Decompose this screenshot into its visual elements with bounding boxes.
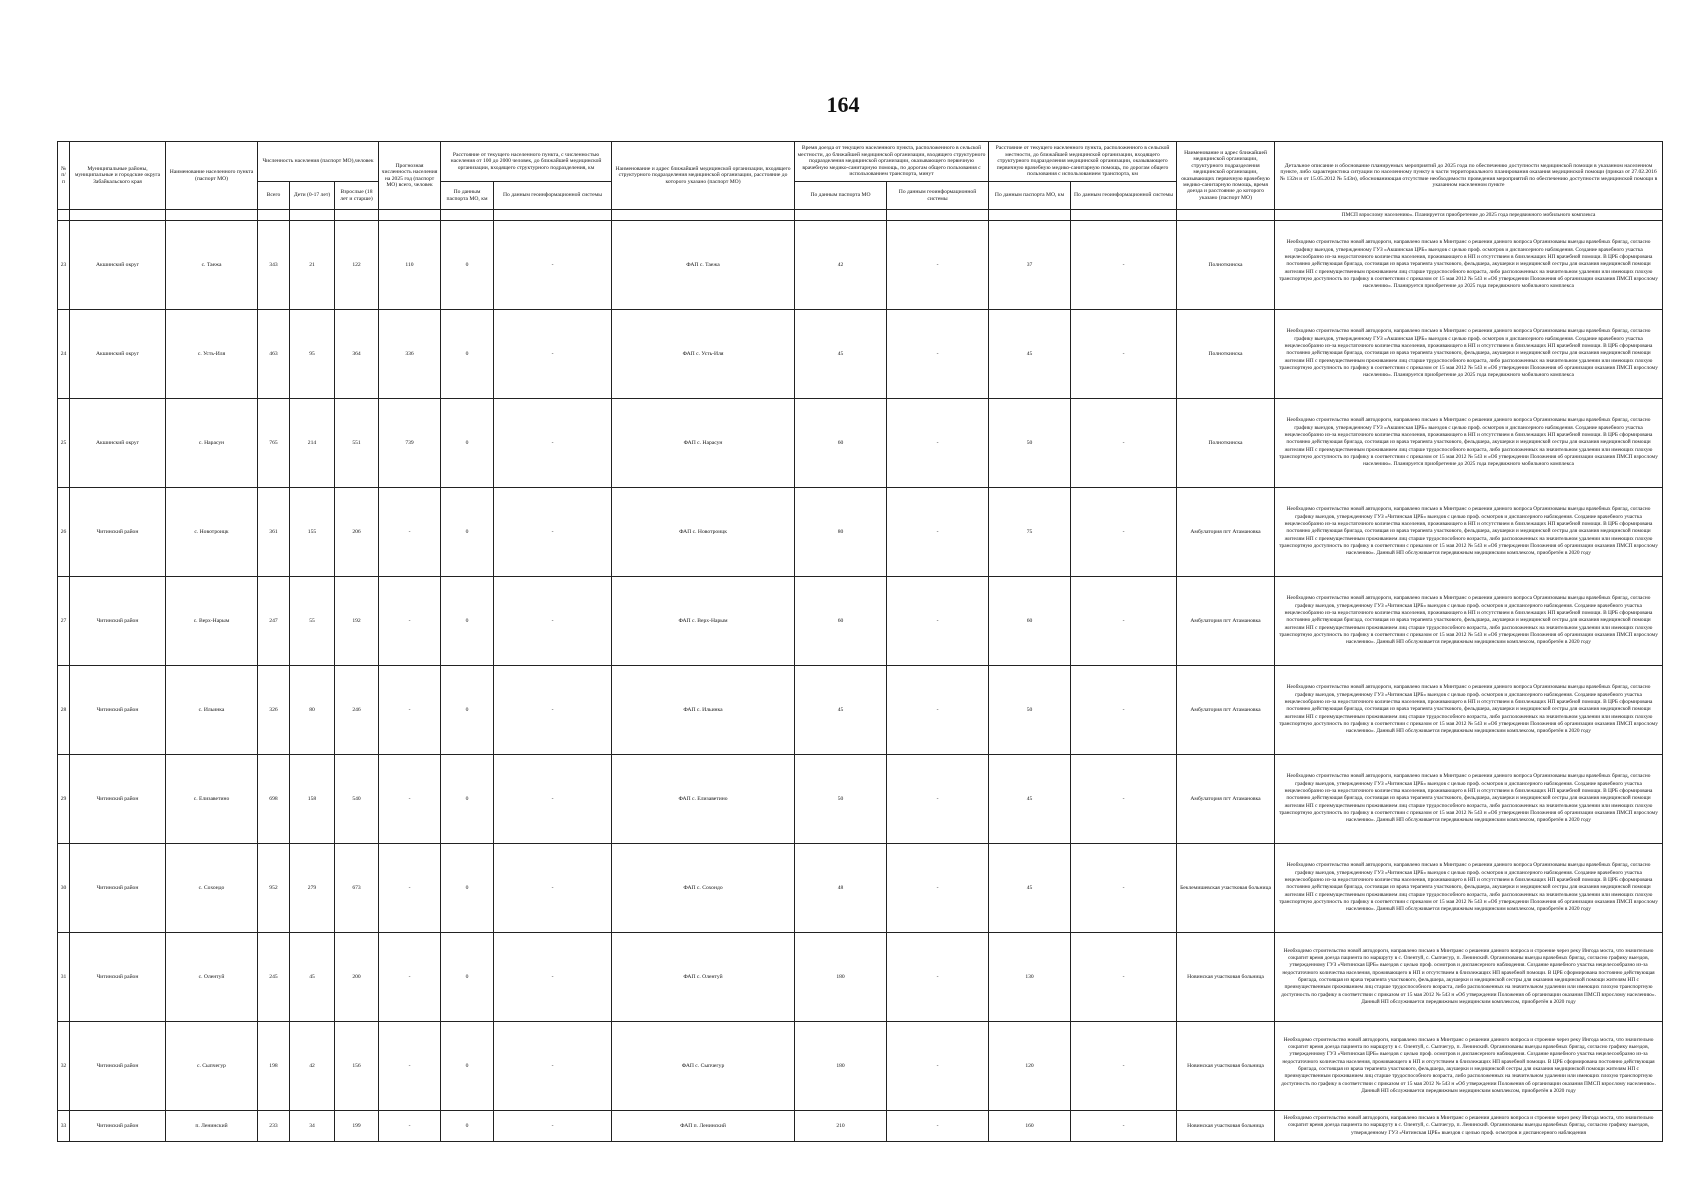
cell-pop-total: 233 <box>258 1111 290 1142</box>
cell-dist-by-mo: 0 <box>441 310 494 399</box>
cell-forecast: - <box>379 488 441 577</box>
cell-pop-total: 361 <box>258 488 290 577</box>
cell-district: Читинский район <box>70 933 166 1022</box>
cell-forecast: - <box>379 844 441 933</box>
cell-num: 32 <box>58 1022 70 1111</box>
cell-dist-by-mo: 0 <box>441 221 494 310</box>
cell-km-by-mo: 120 <box>989 1022 1071 1111</box>
cell-pop-adults: 122 <box>335 221 379 310</box>
page-number: 164 <box>826 92 860 117</box>
cell-km-by-geo: - <box>1071 488 1177 577</box>
cell-km-by-geo: - <box>1071 666 1177 755</box>
cell-km-by-mo: 45 <box>989 310 1071 399</box>
cell-settlement: с. Усть-Иля <box>166 310 258 399</box>
cell-pop-children: 21 <box>290 221 335 310</box>
cell-km-by-geo: - <box>1071 755 1177 844</box>
cell-forecast: 739 <box>379 399 441 488</box>
cell-dist-by-geo: - <box>494 310 612 399</box>
cell-time-by-geo: - <box>887 221 989 310</box>
cell-km-by-mo: 45 <box>989 844 1071 933</box>
cell-details <box>1275 666 1663 755</box>
cell-pop-children: 155 <box>290 488 335 577</box>
details-text: Необходимо строительство новой автодороги, направлено письмо в Минтранс о решении данного вопроса и строение через реку Ингода моста, что значительно сократит время доезда пациента по маршруту в с. Олентуй, с. Сыпчегур, п. Ленинский. Организованы выезды врачебных бригад, согласно графику выездов, утвержденному ГУЗ «Читинская ЦРБ» выездов с целью проф. осмотров и диспансерного наблюдения. Создание врачебного участка нецелесообразно из-за недостаточного количества населения, проживающего в НП и отсутствием в близлежащих НП врачебной помощи. В ЦРБ сформирована постоянно действующая бригада, состоящая из врача терапевта участкового, фельдшера, акушерки и медицинской сестры для оказания медицинской помощи жителям НП с преимущественным проживанием лиц старше трудоспособного возраста, либо расположенных на значительном удалении или имеющих плохую транспортную доступность по графику в соответствии с приказом от 15 мая 2012 № 543 н «Об утверждении Положения об организации оказания ПМСП взрослому населению». Данный НП обслуживается передвижным медицинским комплексом, приобретён в 2020 году <box>1281 1036 1656 1094</box>
cell-pop-children: 45 <box>290 933 335 1022</box>
cell-dist-by-mo: 0 <box>441 1111 494 1142</box>
cell-settlement: с. Нарасун <box>166 399 258 488</box>
details-text: Необходимо строительство новой автодороги, направлено письмо в Минтранс о решении данного вопроса Организованы выезды врачебных бригад, согласно графику выездов, утвержденному ГУЗ «Читинская ЦРБ» выездов с целью проф. осмотров и диспансерного наблюдения. Создание врачебного участка нецелесообразно из-за недостаточного количества населения, проживающего в НП и отсутствием в близлежащих НП врачебной помощи. В ЦРБ сформирована постоянно действующая бригада, состоящая из врача терапевта участкового, фельдшера, акушерки и медицинской сестры для оказания медицинской помощи жителям НП с преимущественным проживанием лиц старше трудоспособного возраста, либо расположенных на значительном удалении или имеющих плохую транспортную доступность по графику в соответствии с приказом от 15 мая 2012 № 543 н «Об утверждении Положения об организации оказания ПМСП взрослому населению». Данный НП обслуживается передвижным медицинским комплексом, приобретён в 2020 году <box>1279 862 1658 913</box>
cell-dist-by-geo: - <box>494 933 612 1022</box>
table-row <box>58 488 1663 577</box>
header-time-by-geo: По данным геоинформационной системы <box>887 182 989 210</box>
cell-district: Читинский район <box>70 844 166 933</box>
cell-time-by-geo: - <box>887 844 989 933</box>
header-travel-time: Время доезда от текущего населенного пункта, расположенного в сельской местности, до ближайшей медицинской организации, входящего структурного подразделения медицинской организации, оказывающего первичную врачебную медико-санитарную помощь, по дорогам общего пользования с использованием транспорта, минут <box>795 142 989 182</box>
cell-km-by-geo: - <box>1071 399 1177 488</box>
cell-details <box>1275 755 1663 844</box>
cell-km-by-geo: - <box>1071 1022 1177 1111</box>
cell-dist-by-mo: 0 <box>441 844 494 933</box>
cell-nearest-org: ФАП с. Олентуй <box>612 933 795 1022</box>
cell-time-by-mo: 80 <box>795 488 887 577</box>
cell-settlement: с. Таежа <box>166 221 258 310</box>
cell-nearest-org: ФАП с. Нарасун <box>612 399 795 488</box>
cell-pop-children: 214 <box>290 399 335 488</box>
cell-settlement: с. Верх-Нарым <box>166 577 258 666</box>
table-row <box>58 933 1663 1022</box>
table-row <box>58 399 1663 488</box>
cell-pop-adults: 192 <box>335 577 379 666</box>
cell-details <box>1275 1022 1663 1111</box>
header-settlement: Наименование населенного пункта (паспорт МО) <box>166 142 258 210</box>
cell-nearest-primary: Амбулатория пгт Атамановка <box>1177 577 1275 666</box>
cell-nearest-org: ФАП с. Усть-Иля <box>612 310 795 399</box>
cell-num: 26 <box>58 488 70 577</box>
cell-nearest-primary: Амбулатория пгт Атамановка <box>1177 755 1275 844</box>
table-row <box>58 221 1663 310</box>
header-dist-by-mo: По данным паспорта МО, км <box>441 182 494 210</box>
cell-time-by-mo: 50 <box>795 755 887 844</box>
cell-time-by-mo: 180 <box>795 1022 887 1111</box>
details-text: Необходимо строительство новой автодороги, направлено письмо в Минтранс о решении данного вопроса Организованы выезды врачебных бригад, согласно графику выездов, утвержденному ГУЗ «Акшинская ЦРБ» выездов с целью проф. осмотров и диспансерного наблюдения. Создание врачебного участка нецелесообразно из-за недостаточного количества населения, проживающего в НП и отсутствием в близлежащих НП врачебной помощи. В ЦРБ сформирована постоянно действующая бригада, состоящая из врача терапевта участкового, фельдшера, акушерки и медицинской сестры для оказания медицинской помощи жителям НП с преимущественным проживанием лиц старше трудоспособного возраста, либо расположенных на значительном удалении или имеющих плохую транспортную доступность по графику в соответствии с приказом от 15 мая 2012 № 543 н «Об утверждении Положения об организации оказания ПМСП взрослому населению». Планируется приобретение до 2025 года передвижного мобильного комплекса <box>1279 239 1658 290</box>
cell-district: Читинский район <box>70 577 166 666</box>
table-row <box>58 666 1663 755</box>
cell-pop-children: 55 <box>290 577 335 666</box>
details-text: Необходимо строительство новой автодороги, направлено письмо в Минтранс о решении данного вопроса Организованы выезды врачебных бригад, согласно графику выездов, утвержденному ГУЗ «Акшинская ЦРБ» выездов с целью проф. осмотров и диспансерного наблюдения. Создание врачебного участка нецелесообразно из-за недостаточного количества населения, проживающего в НП и отсутствием в близлежащих НП врачебной помощи. В ЦРБ сформирована постоянно действующая бригада, состоящая из врача терапевта участкового, фельдшера, акушерки и медицинской сестры для оказания медицинской помощи жителям НП с преимущественным проживанием лиц старше трудоспособного возраста, либо расположенных на значительном удалении или имеющих плохую транспортную доступность по графику в соответствии с приказом от 15 мая 2012 № 543 н «Об утверждении Положения об организации оказания ПМСП взрослому населению». Планируется приобретение до 2025 года передвижного мобильного комплекса <box>1279 328 1658 379</box>
header-pop-adults: Взрослые (18 лет и старше) <box>335 182 379 210</box>
cell-nearest-org: ФАП п. Ленинский <box>612 1111 795 1142</box>
cell-pop-adults: 206 <box>335 488 379 577</box>
cell-forecast: 336 <box>379 310 441 399</box>
cell-pop-adults: 156 <box>335 1022 379 1111</box>
cell-time-by-mo: 210 <box>795 1111 887 1142</box>
cell-time-by-geo: - <box>887 755 989 844</box>
cell-district: Читинский район <box>70 1111 166 1142</box>
details-text: Необходимо строительство новой автодороги, направлено письмо в Минтранс о решении данного вопроса Организованы выезды врачебных бригад, согласно графику выездов, утвержденному ГУЗ «Читинская ЦРБ» выездов с целью проф. осмотров и диспансерного наблюдения. Создание врачебного участка нецелесообразно из-за недостаточного количества населения, проживающего в НП и отсутствием в близлежащих НП врачебной помощи. В ЦРБ сформирована постоянно действующая бригада, состоящая из врача терапевта участкового, фельдшера, акушерки и медицинской сестры для оказания медицинской помощи жителям НП с преимущественным проживанием лиц старше трудоспособного возраста, либо расположенных на значительном удалении или имеющих плохую транспортную доступность по графику в соответствии с приказом от 15 мая 2012 № 543 н «Об утверждении Положения об организации оказания ПМСП взрослому населению». Данный НП обслуживается передвижным медицинским комплексом, приобретён в 2020 году <box>1279 595 1658 646</box>
cell-time-by-mo: 48 <box>795 844 887 933</box>
cell-km-by-geo: - <box>1071 577 1177 666</box>
header-population: Численность населения (паспорт МО),человек <box>258 142 379 182</box>
details-text: Необходимо строительство новой автодороги, направлено письмо в Минтранс о решении данного вопроса Организованы выезды врачебных бригад, согласно графику выездов, утвержденному ГУЗ «Читинская ЦРБ» выездов с целью проф. осмотров и диспансерного наблюдения. Создание врачебного участка нецелесообразно из-за недостаточного количества населения, проживающего в НП и отсутствием в близлежащих НП врачебной помощи. В ЦРБ сформирована постоянно действующая бригада, состоящая из врача терапевта участкового, фельдшера, акушерки и медицинской сестры для оказания медицинской помощи жителям НП с преимущественным проживанием лиц старше трудоспособного возраста, либо расположенных на значительном удалении или имеющих плохую транспортную доступность по графику в соответствии с приказом от 15 мая 2012 № 543 н «Об утверждении Положения об организации оказания ПМСП взрослому населению». Данный НП обслуживается передвижным медицинским комплексом, приобретён в 2020 году <box>1279 506 1658 557</box>
cell-dist-by-geo: - <box>494 488 612 577</box>
cell-district: Акшинский округ <box>70 221 166 310</box>
cell-details <box>1275 1111 1663 1142</box>
header-dist-by-geo: По данным геоинформационной системы <box>494 182 612 210</box>
cell-dist-by-geo: - <box>494 577 612 666</box>
cell-settlement: с. Сыпчегур <box>166 1022 258 1111</box>
cell-dist-by-geo: - <box>494 399 612 488</box>
cell-pop-adults: 200 <box>335 933 379 1022</box>
cell-pop-total: 198 <box>258 1022 290 1111</box>
cell-nearest-org: ФАП с. Таежа <box>612 221 795 310</box>
cell-details <box>1275 399 1663 488</box>
cell-time-by-geo: - <box>887 577 989 666</box>
header-pop-children: Дети (0-17 лет) <box>290 182 335 210</box>
header-nearest-primary: Наименование и адрес ближайшей медицинской организации, структурного подразделения медицинской организации, оказывающих первичную врачебную медико-санитарную помощь, время доезда и расстояние до которого указано (паспорт МО) <box>1177 142 1275 210</box>
cell-km-by-mo: 50 <box>989 666 1071 755</box>
header-district: Муниципальные районы, муниципальные и городские округа Забайкальского края <box>70 142 166 210</box>
details-text: Необходимо строительство новой автодороги, направлено письмо в Минтранс о решении данного вопроса Организованы выезды врачебных бригад, согласно графику выездов, утвержденному ГУЗ «Читинская ЦРБ» выездов с целью проф. осмотров и диспансерного наблюдения. Создание врачебного участка нецелесообразно из-за недостаточного количества населения, проживающего в НП и отсутствием в близлежащих НП врачебной помощи. В ЦРБ сформирована постоянно действующая бригада, состоящая из врача терапевта участкового, фельдшера, акушерки и медицинской сестры для оказания медицинской помощи жителям НП с преимущественным проживанием лиц старше трудоспособного возраста, либо расположенных на значительном удалении или имеющих плохую транспортную доступность по графику в соответствии с приказом от 15 мая 2012 № 543 н «Об утверждении Положения об организации оказания ПМСП взрослому населению». Данный НП обслуживается передвижным медицинским комплексом, приобретён в 2020 году <box>1279 684 1658 735</box>
cell-pop-adults: 199 <box>335 1111 379 1142</box>
cell-district: Читинский район <box>70 1022 166 1111</box>
cell-time-by-geo: - <box>887 399 989 488</box>
cell-forecast: - <box>379 755 441 844</box>
cell-nearest-primary: Полноткинска <box>1177 310 1275 399</box>
cell-pop-total: 463 <box>258 310 290 399</box>
cell-pop-adults: 551 <box>335 399 379 488</box>
cell-district: Читинский район <box>70 488 166 577</box>
cell-forecast: - <box>379 666 441 755</box>
cell-pop-adults: 540 <box>335 755 379 844</box>
header-km-by-geo: По данным геоинформационной системы <box>1071 182 1177 210</box>
details-text: Необходимо строительство новой автодороги, направлено письмо в Минтранс о решении данного вопроса Организованы выезды врачебных бригад, согласно графику выездов, утвержденному ГУЗ «Акшинская ЦРБ» выездов с целью проф. осмотров и диспансерного наблюдения. Создание врачебного участка нецелесообразно из-за недостаточного количества населения, проживающего в НП и отсутствием в близлежащих НП врачебной помощи. В ЦРБ сформирована постоянно действующая бригада, состоящая из врача терапевта участкового, фельдшера, акушерки и медицинской сестры для оказания медицинской помощи жителям НП с преимущественным проживанием лиц старше трудоспособного возраста, либо расположенных на значительном удалении или имеющих плохую транспортную доступность по графику в соответствии с приказом от 15 мая 2012 № 543 н «Об утверждении Положения об организации оказания ПМСП взрослому населению». Планируется приобретение до 2025 года передвижного мобильного комплекса <box>1279 417 1658 468</box>
cell-km-by-mo: 130 <box>989 933 1071 1022</box>
cell-nearest-org: ФАП с. Верх-Нарым <box>612 577 795 666</box>
cell-dist-by-mo: 0 <box>441 399 494 488</box>
cell-km-by-geo: - <box>1071 310 1177 399</box>
table-row <box>58 1111 1663 1142</box>
cell-pop-adults: 673 <box>335 844 379 933</box>
cell-nearest-primary: Беклемишевская участковая больница <box>1177 844 1275 933</box>
cell-details <box>1275 310 1663 399</box>
cell-nearest-org: ФАП с. Сыпчегур <box>612 1022 795 1111</box>
cell-district: Читинский район <box>70 666 166 755</box>
continuation-note: ПМСП взрослому населению». Планируется приобретение до 2025 года передвижного мобильного комплекса <box>1275 210 1663 221</box>
cell-km-by-mo: 75 <box>989 488 1071 577</box>
continuation-row <box>58 210 1663 221</box>
cell-nearest-primary: Новинская участковая больница <box>1177 1111 1275 1142</box>
cell-time-by-geo: - <box>887 933 989 1022</box>
cell-km-by-geo: - <box>1071 933 1177 1022</box>
cell-forecast: - <box>379 933 441 1022</box>
settlements-table <box>57 141 1663 1142</box>
cell-nearest-org: ФАП с. Сохондо <box>612 844 795 933</box>
table-row <box>58 844 1663 933</box>
header-distance-rural: Расстояние от текущего населенного пункта, расположенного в сельской местности, до ближайшей медицинской организации, входящего структурного подразделения медицинской организации, оказывающего первичную врачебную медико-санитарную помощь, по дорогам общего пользования с использованием транспорта, км <box>989 142 1177 182</box>
cell-pop-children: 158 <box>290 755 335 844</box>
cell-nearest-org: ФАП с. Елизаветино <box>612 755 795 844</box>
cell-pop-total: 765 <box>258 399 290 488</box>
cell-nearest-primary: Амбулатория пгт Атамановка <box>1177 488 1275 577</box>
cell-km-by-mo: 50 <box>989 399 1071 488</box>
header-forecast: Прогнозная численность населения на 2025 год (паспорт МО) всего, человек <box>379 142 441 210</box>
cell-dist-by-geo: - <box>494 1022 612 1111</box>
cell-time-by-geo: - <box>887 488 989 577</box>
cell-time-by-mo: 45 <box>795 310 887 399</box>
cell-dist-by-mo: 0 <box>441 666 494 755</box>
cell-km-by-geo: - <box>1071 221 1177 310</box>
cell-settlement: п. Ленинский <box>166 1111 258 1142</box>
cell-km-by-geo: - <box>1071 1111 1177 1142</box>
table-row <box>58 755 1663 844</box>
header-time-by-mo: По данным паспорта МО <box>795 182 887 210</box>
cell-num: 27 <box>58 577 70 666</box>
cell-pop-adults: 364 <box>335 310 379 399</box>
cell-nearest-org: ФАП с. Ильинка <box>612 666 795 755</box>
cell-km-by-mo: 60 <box>989 577 1071 666</box>
cell-pop-children: 34 <box>290 1111 335 1142</box>
cell-dist-by-mo: 0 <box>441 577 494 666</box>
cell-dist-by-geo: - <box>494 666 612 755</box>
header-distance-small: Расстояние от текущего населенного пункта, с численностью населения от 100 до 2000 человек, до ближайшей медицинской организации, входящего структурного подразделения, км <box>441 142 612 182</box>
cell-dist-by-mo: 0 <box>441 1022 494 1111</box>
cell-pop-children: 42 <box>290 1022 335 1111</box>
cell-dist-by-geo: - <box>494 755 612 844</box>
cell-district: Акшинский округ <box>70 399 166 488</box>
cell-district: Читинский район <box>70 755 166 844</box>
cell-pop-total: 343 <box>258 221 290 310</box>
cell-num: 23 <box>58 221 70 310</box>
cell-district: Акшинский округ <box>70 310 166 399</box>
table-row <box>58 310 1663 399</box>
cell-pop-children: 80 <box>290 666 335 755</box>
header-pop-total: Всего <box>258 182 290 210</box>
cell-time-by-mo: 180 <box>795 933 887 1022</box>
table-body <box>58 210 1663 1142</box>
cell-details <box>1275 933 1663 1022</box>
cell-nearest-primary: Новинская участковая больница <box>1177 1022 1275 1111</box>
cell-time-by-mo: 42 <box>795 221 887 310</box>
cell-dist-by-mo: 0 <box>441 933 494 1022</box>
cell-km-by-mo: 45 <box>989 755 1071 844</box>
cell-time-by-geo: - <box>887 310 989 399</box>
header-nearest-org: Наименование и адрес ближайшей медицинской организации, входящего структурного подразделения медицинской организации, расстояние до которого указано (паспорт МО) <box>612 142 795 210</box>
cell-pop-children: 95 <box>290 310 335 399</box>
cell-time-by-geo: - <box>887 1022 989 1111</box>
table-row <box>58 1022 1663 1111</box>
cell-settlement: с. Олентуй <box>166 933 258 1022</box>
cell-pop-children: 279 <box>290 844 335 933</box>
cell-num: 24 <box>58 310 70 399</box>
cell-num: 29 <box>58 755 70 844</box>
table-row <box>58 577 1663 666</box>
cell-settlement: с. Новотроицк <box>166 488 258 577</box>
cell-num: 30 <box>58 844 70 933</box>
cell-nearest-primary: Полноткинска <box>1177 221 1275 310</box>
cell-nearest-primary: Полноткинска <box>1177 399 1275 488</box>
cell-time-by-mo: 60 <box>795 399 887 488</box>
cell-forecast: - <box>379 1022 441 1111</box>
cell-forecast: - <box>379 577 441 666</box>
cell-nearest-primary: Новинская участковая больница <box>1177 933 1275 1022</box>
details-text: Необходимо строительство новой автодороги, направлено письмо в Минтранс о решении данного вопроса и строение через реку Ингода моста, что значительно сократит время доезда пациента по маршруту в с. Олентуй, с. Сыпчегур, п. Ленинский. Организованы выезды врачебных бригад, согласно графику выездов, утвержденному ГУЗ «Читинская ЦРБ» выездов с целью проф. осмотров и диспансерного наблюдения <box>1283 1115 1654 1136</box>
cell-km-by-mo: 37 <box>989 221 1071 310</box>
cell-dist-by-geo: - <box>494 221 612 310</box>
cell-pop-total: 247 <box>258 577 290 666</box>
cell-num: 33 <box>58 1111 70 1142</box>
cell-time-by-geo: - <box>887 1111 989 1142</box>
cell-pop-total: 698 <box>258 755 290 844</box>
cell-settlement: с. Ильинка <box>166 666 258 755</box>
cell-km-by-geo: - <box>1071 844 1177 933</box>
cell-forecast: 110 <box>379 221 441 310</box>
header-num: № п/п <box>58 142 70 210</box>
cell-dist-by-mo: 0 <box>441 488 494 577</box>
cell-num: 31 <box>58 933 70 1022</box>
cell-num: 25 <box>58 399 70 488</box>
cell-nearest-primary: Амбулатория пгт Атамановка <box>1177 666 1275 755</box>
cell-settlement: с. Елизаветино <box>166 755 258 844</box>
cell-details <box>1275 488 1663 577</box>
details-text: Необходимо строительство новой автодороги, направлено письмо в Минтранс о решении данного вопроса и строение через реку Ингода моста, что значительно сократит время доезда пациента по маршруту в с. Олентуй, с. Сыпчегур, п. Ленинский. Организованы выезды врачебных бригад, согласно графику выездов, утвержденному ГУЗ «Читинская ЦРБ» выездов с целью проф. осмотров и диспансерного наблюдения. Создание врачебного участка нецелесообразно из-за недостаточного количества населения, проживающего в НП и отсутствием в близлежащих НП врачебной помощи. В ЦРБ сформирована постоянно действующая бригада, состоящая из врача терапевта участкового, фельдшера, акушерки и медицинской сестры для оказания медицинской помощи жителям НП с преимущественным проживанием лиц старше трудоспособного возраста, либо расположенных на значительном удалении или имеющих плохую транспортную доступность по графику в соответствии с приказом от 15 мая 2012 № 543 н «Об утверждении Положения об организации оказания ПМСП взрослому населению». Данный НП обслуживается передвижным медицинским комплексом, приобретён в 2020 году <box>1281 947 1656 1005</box>
table-header <box>58 142 1663 210</box>
cell-pop-total: 326 <box>258 666 290 755</box>
header-details: Детальное описание и обоснование планируемых мероприятий до 2025 года по обеспечению доступности медицинской помощи в указанном населенном пункте, либо характеристика ситуации по населенному пункту в части территориального планирования оказания медицинской помощи (приказ от 27.02.2016 № 132н и от 15.05.2012 № 543н), обоснованиющая отсутствие необходимости проведения мероприятий по обеспечению доступности медицинской помощи в указанном населенном пункте <box>1275 142 1663 210</box>
cell-num: 28 <box>58 666 70 755</box>
cell-forecast: - <box>379 1111 441 1142</box>
cell-dist-by-geo: - <box>494 844 612 933</box>
header-km-by-mo: По данным паспорта МО, км <box>989 182 1071 210</box>
cell-nearest-org: ФАП с. Новотроицк <box>612 488 795 577</box>
details-text: Необходимо строительство новой автодороги, направлено письмо в Минтранс о решении данного вопроса Организованы выезды врачебных бригад, согласно графику выездов, утвержденному ГУЗ «Читинская ЦРБ» выездов с целью проф. осмотров и диспансерного наблюдения. Создание врачебного участка нецелесообразно из-за недостаточного количества населения, проживающего в НП и отсутствием в близлежащих НП врачебной помощи. В ЦРБ сформирована постоянно действующая бригада, состоящая из врача терапевта участкового, фельдшера, акушерки и медицинской сестры для оказания медицинской помощи жителям НП с преимущественным проживанием лиц старше трудоспособного возраста, либо расположенных на значительном удалении или имеющих плохую транспортную доступность по графику в соответствии с приказом от 15 мая 2012 № 543 н «Об утверждении Положения об организации оказания ПМСП взрослому населению». Данный НП обслуживается передвижным медицинским комплексом, приобретён в 2020 году <box>1279 773 1658 824</box>
cell-time-by-mo: 60 <box>795 577 887 666</box>
cell-dist-by-mo: 0 <box>441 755 494 844</box>
cell-time-by-geo: - <box>887 666 989 755</box>
cell-pop-total: 952 <box>258 844 290 933</box>
cell-pop-total: 245 <box>258 933 290 1022</box>
cell-km-by-mo: 160 <box>989 1111 1071 1142</box>
cell-pop-adults: 246 <box>335 666 379 755</box>
cell-details <box>1275 844 1663 933</box>
cell-dist-by-geo: - <box>494 1111 612 1142</box>
cell-details <box>1275 577 1663 666</box>
cell-details <box>1275 221 1663 310</box>
cell-time-by-mo: 45 <box>795 666 887 755</box>
cell-settlement: с. Сохондо <box>166 844 258 933</box>
